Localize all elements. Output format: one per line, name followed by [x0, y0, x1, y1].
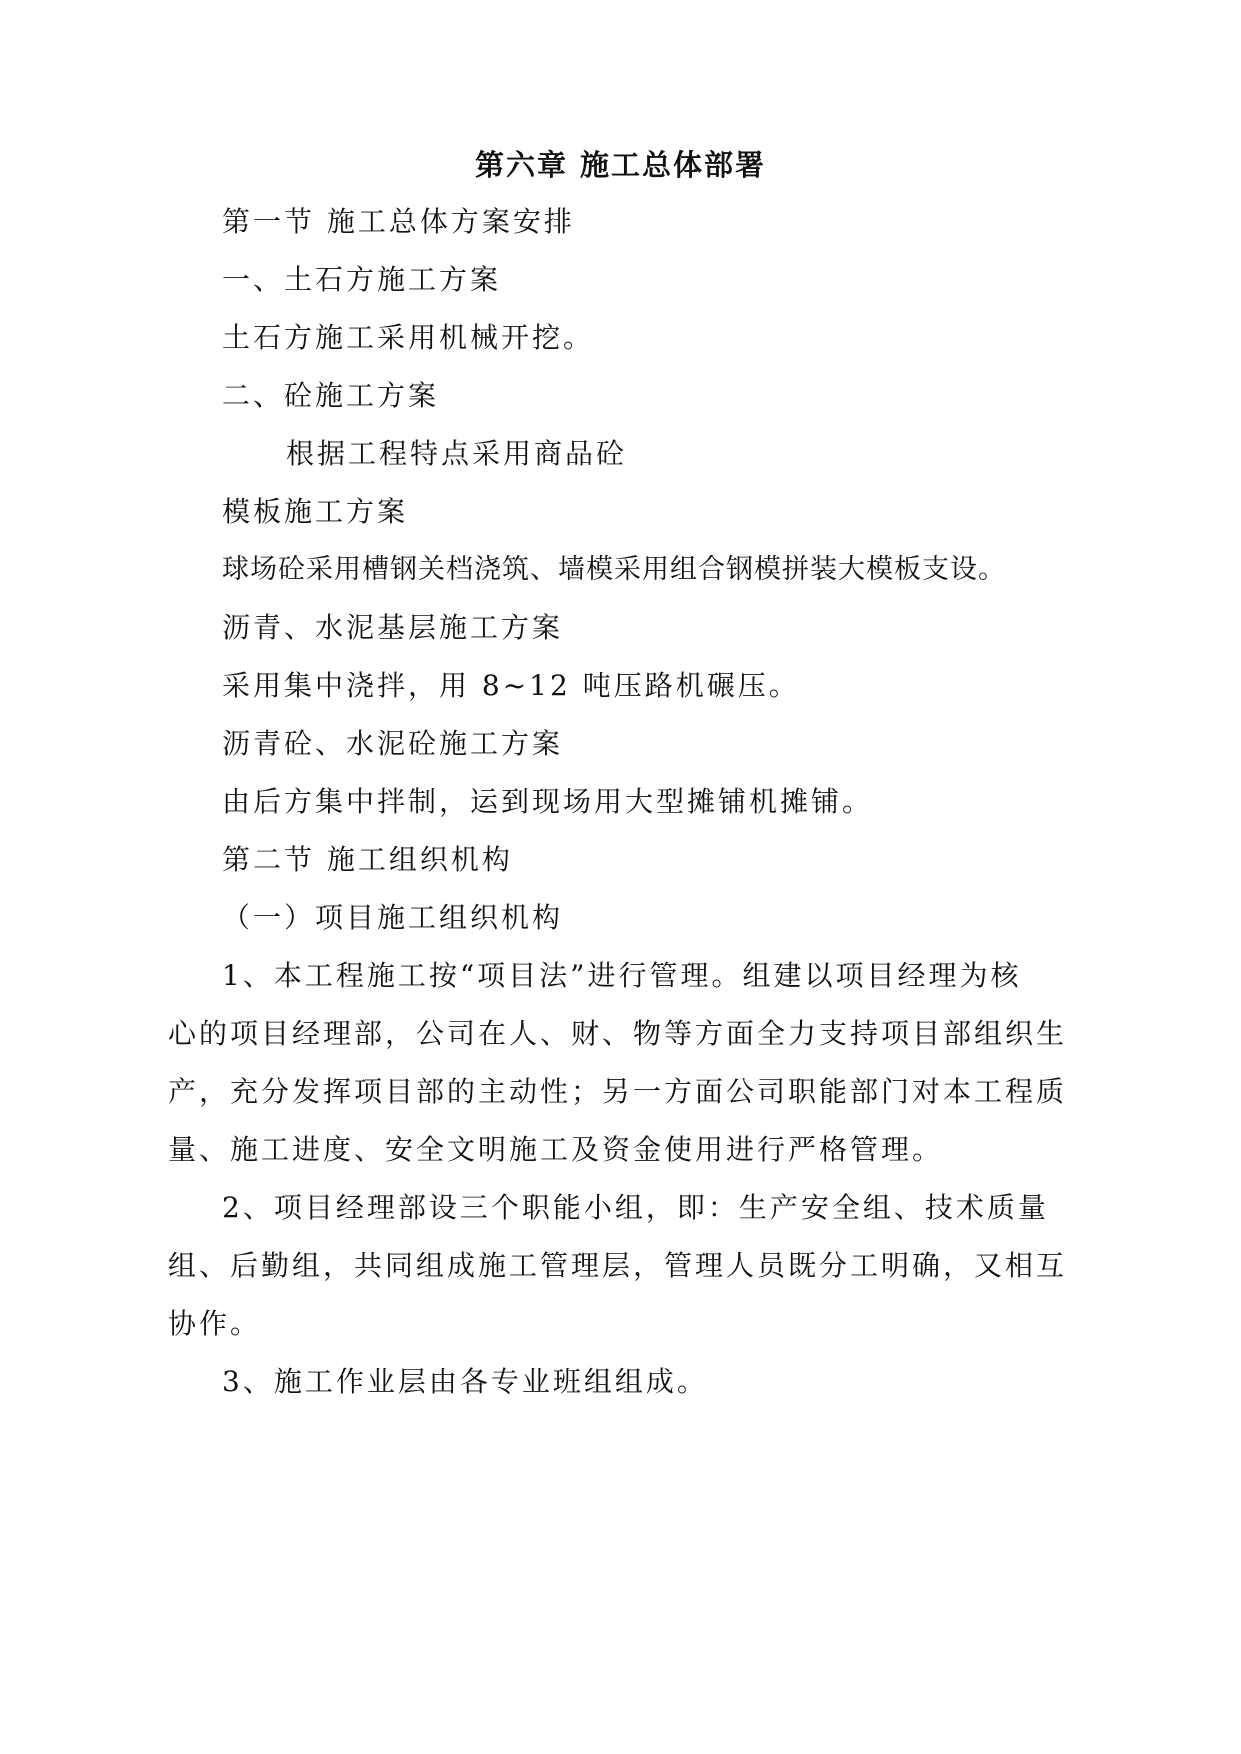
paragraph-line: 协作。 — [168, 1307, 262, 1340]
section-heading: 第二节 施工组织机构 — [222, 843, 513, 876]
subsection-heading: 一、土石方施工方案 — [222, 263, 502, 296]
paragraph-line: 根据工程特点采用商品砼 — [286, 437, 628, 470]
paragraph-line: 球场砼采用槽钢关档浇筑、墙模采用组合钢模拼装大模板支设。 — [222, 554, 1006, 585]
paragraph-line: 采用集中浇拌，用 8~12 吨压路机碾压。 — [222, 669, 800, 702]
subsection-heading: 模板施工方案 — [222, 495, 409, 528]
subsection-heading: 沥青、水泥基层施工方案 — [222, 611, 564, 644]
paragraph-line: 2、项目经理部设三个职能小组，即：生产安全组、技术质量 — [222, 1191, 1049, 1224]
paragraph-line: 1、本工程施工按“项目法”进行管理。组建以项目经理为核 — [222, 959, 1022, 992]
paragraph-line: 3、施工作业层由各专业班组组成。 — [222, 1365, 708, 1398]
subsection-heading: （一）项目施工组织机构 — [222, 901, 564, 934]
subsection-heading: 二、砼施工方案 — [222, 379, 440, 412]
paragraph-line: 组、后勤组，共同组成施工管理层，管理人员既分工明确，又相互 — [168, 1249, 1068, 1282]
chapter-title: 第六章 施工总体部署 — [474, 148, 767, 182]
paragraph-line: 土石方施工采用机械开挖。 — [222, 321, 595, 354]
section-heading: 第一节 施工总体方案安排 — [222, 205, 575, 238]
paragraph-line: 由后方集中拌制，运到现场用大型摊铺机摊铺。 — [222, 785, 874, 818]
paragraph-line: 产，充分发挥项目部的主动性；另一方面公司职能部门对本工程质 — [168, 1075, 1068, 1108]
paragraph-line: 心的项目经理部，公司在人、财、物等方面全力支持项目部组织生 — [168, 1017, 1068, 1050]
subsection-heading: 沥青砼、水泥砼施工方案 — [222, 727, 564, 760]
paragraph-line: 量、施工进度、安全文明施工及资金使用进行严格管理。 — [168, 1133, 944, 1166]
